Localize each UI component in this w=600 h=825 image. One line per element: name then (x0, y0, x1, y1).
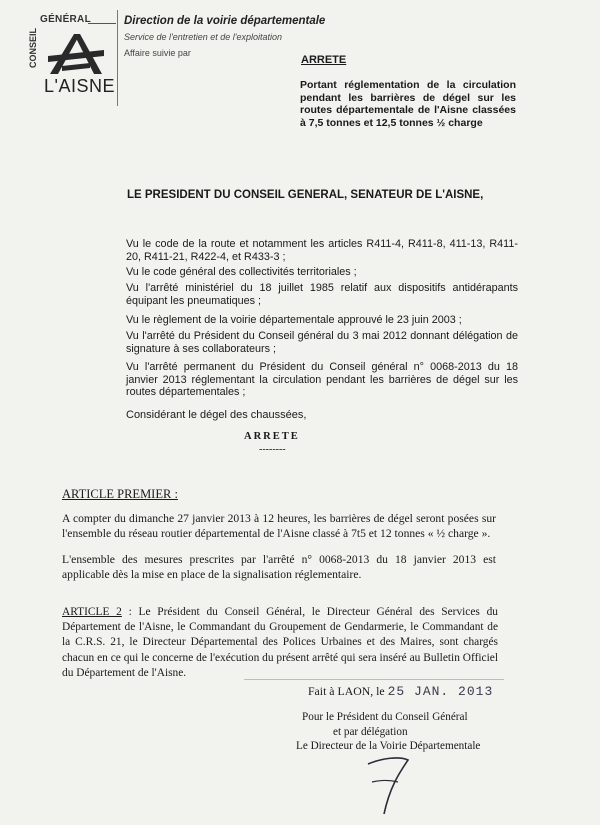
arrete-subject: Portant réglementation de la circulation pendant les barrières de dégel sur les routes départementale de l'Aisne classées à 7,5 tonnes et 12,5 tonnes ½ charge (300, 79, 516, 129)
logo-conseil-text: CONSEIL (28, 27, 38, 68)
considerant: Considérant le dégel des chaussées, (126, 409, 307, 421)
visa-2: Vu le code général des collectivités territoriales ; (126, 266, 357, 278)
article-2 (62, 605, 498, 681)
article-1-paragraph-1: A compter du dimanche 27 janvier 2013 à 12 heures, les barrières de dégel seront posées sur l'ensemble du réseau routier départemental de l'Aisne classé à 7t5 et 12 tonnes « ½ charge ». (62, 512, 496, 540)
president-heading: LE PRESIDENT DU CONSEIL GENERAL, SENATEUR DE L'AISNE, (127, 189, 484, 201)
aisne-logo-mark-icon (44, 30, 108, 76)
affaire-suivie: Affaire suivie par (124, 48, 191, 58)
faint-rule (244, 679, 504, 680)
arrete-heading: ARRETE (301, 54, 347, 66)
visa-5: Vu l'arrêté du Président du Conseil général du 3 mai 2012 donnant délégation de signature à ses collaborateurs ; (126, 330, 518, 355)
logo-rule (88, 23, 116, 24)
visa-6: Vu l'arrêté permanent du Président du Conseil général n° 0068-2013 du 18 janvier 2013 réglementant la circulation pendant les barrières de dégel sur les routes départementales ; (126, 361, 518, 399)
arrete-center-heading: ARRETE (244, 431, 300, 442)
fait-a-laon (308, 684, 493, 699)
article-1-paragraph-2: L'ensemble des mesures prescrites par l'arrêté n° 0068-2013 du 18 janvier 2013 est applicable dès la mise en place de la signalisation réglementaire. (62, 553, 496, 581)
signatory-line-3: Le Directeur de la Voirie Départementale (296, 740, 481, 752)
handwritten-signature-icon (360, 752, 420, 818)
date-stamp: 25 JAN. 2013 (387, 684, 494, 699)
header-divider (117, 10, 118, 106)
article-2-text: : Le Président du Conseil Général, le Directeur Général des Services du Département de l'Aisne, le Commandant du Groupement de Gendarmerie, le Commandant de la C.R.S. 21, le Directeur Départemental des Polices Urbaines et des Maires, sont chargés chacun en ce qui le concerne de l'exécution du présent arrêté qui sera inséré au Bulletin Officiel du Département de l'Aisne. (62, 606, 498, 679)
article-2-title: ARTICLE 2 (62, 606, 122, 618)
visa-4: Vu le règlement de la voirie départementale approuvé le 23 juin 2003 ; (126, 314, 462, 326)
article-1-title: ARTICLE PREMIER : (62, 487, 178, 501)
signatory-line-1: Pour le Président du Conseil Général (302, 711, 468, 723)
fait-text: Fait à LAON, le (308, 684, 385, 698)
visa-3: Vu l'arrêté ministériel du 18 juillet 1985 relatif aux dispositifs antidérapants équipant les pneumatiques ; (126, 282, 518, 307)
signatory-line-2: et par délégation (333, 726, 408, 738)
logo-general-text: GÉNÉRAL (40, 14, 91, 25)
service-subtitle: Service de l'entretien et de l'exploitation (124, 32, 283, 42)
visa-1: Vu le code de la route et notamment les articles R411-4, R411-8, 411-13, R411-20, R411-21, R422-4, et R433-3 ; (126, 238, 518, 263)
separator-dashes: -------- (259, 444, 286, 455)
direction-title: Direction de la voirie départementale (124, 15, 326, 27)
logo-aisne-text: L'AISNE (44, 76, 115, 96)
aisne-logo (16, 14, 116, 106)
